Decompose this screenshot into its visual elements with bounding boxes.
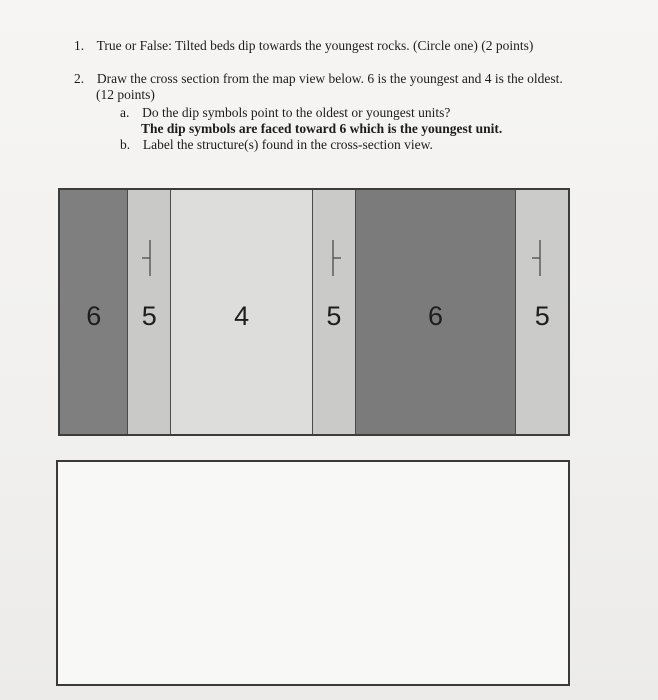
map-band-unit-6 bbox=[60, 190, 127, 434]
question-2b-letter: b. bbox=[120, 137, 131, 152]
dip-symbol-icon bbox=[530, 238, 550, 278]
question-2a bbox=[120, 105, 450, 121]
question-2-text: Draw the cross section from the map view below. 6 is the youngest and 4 is the oldest. bbox=[96, 71, 563, 86]
question-1-number: 1. bbox=[74, 38, 85, 53]
dip-symbol-icon bbox=[140, 238, 160, 278]
dip-symbol-icon bbox=[323, 238, 343, 278]
question-2a-answer: The dip symbols are faced toward 6 which is the youngest unit. bbox=[141, 121, 503, 136]
question-1 bbox=[74, 38, 533, 54]
unit-label: 6 bbox=[428, 301, 444, 331]
question-2-points: (12 points) bbox=[96, 87, 155, 102]
question-2-number: 2. bbox=[74, 71, 85, 86]
question-2a-text: Do the dip symbols point to the oldest or youngest units? bbox=[142, 105, 451, 120]
question-2 bbox=[74, 71, 563, 87]
geologic-map-view bbox=[58, 188, 570, 436]
question-2a-letter: a. bbox=[120, 105, 130, 120]
unit-label: 5 bbox=[326, 301, 342, 331]
unit-label: 6 bbox=[86, 301, 102, 331]
unit-label: 5 bbox=[534, 301, 550, 331]
unit-label: 5 bbox=[141, 301, 157, 331]
question-2b-text: Label the structure(s) found in the cross-section view. bbox=[142, 137, 433, 152]
map-band-unit-4 bbox=[170, 190, 312, 434]
map-band-unit-5 bbox=[515, 190, 568, 434]
unit-label: 4 bbox=[234, 301, 250, 331]
map-band-unit-5 bbox=[312, 190, 355, 434]
question-2b bbox=[120, 137, 433, 153]
map-band-unit-6 bbox=[355, 190, 516, 434]
question-1-text: True or False: Tilted beds dip towards the youngest rocks. (Circle one) (2 points) bbox=[96, 38, 534, 53]
map-band-unit-5 bbox=[127, 190, 170, 434]
cross-section-drawing-box[interactable] bbox=[56, 460, 570, 686]
